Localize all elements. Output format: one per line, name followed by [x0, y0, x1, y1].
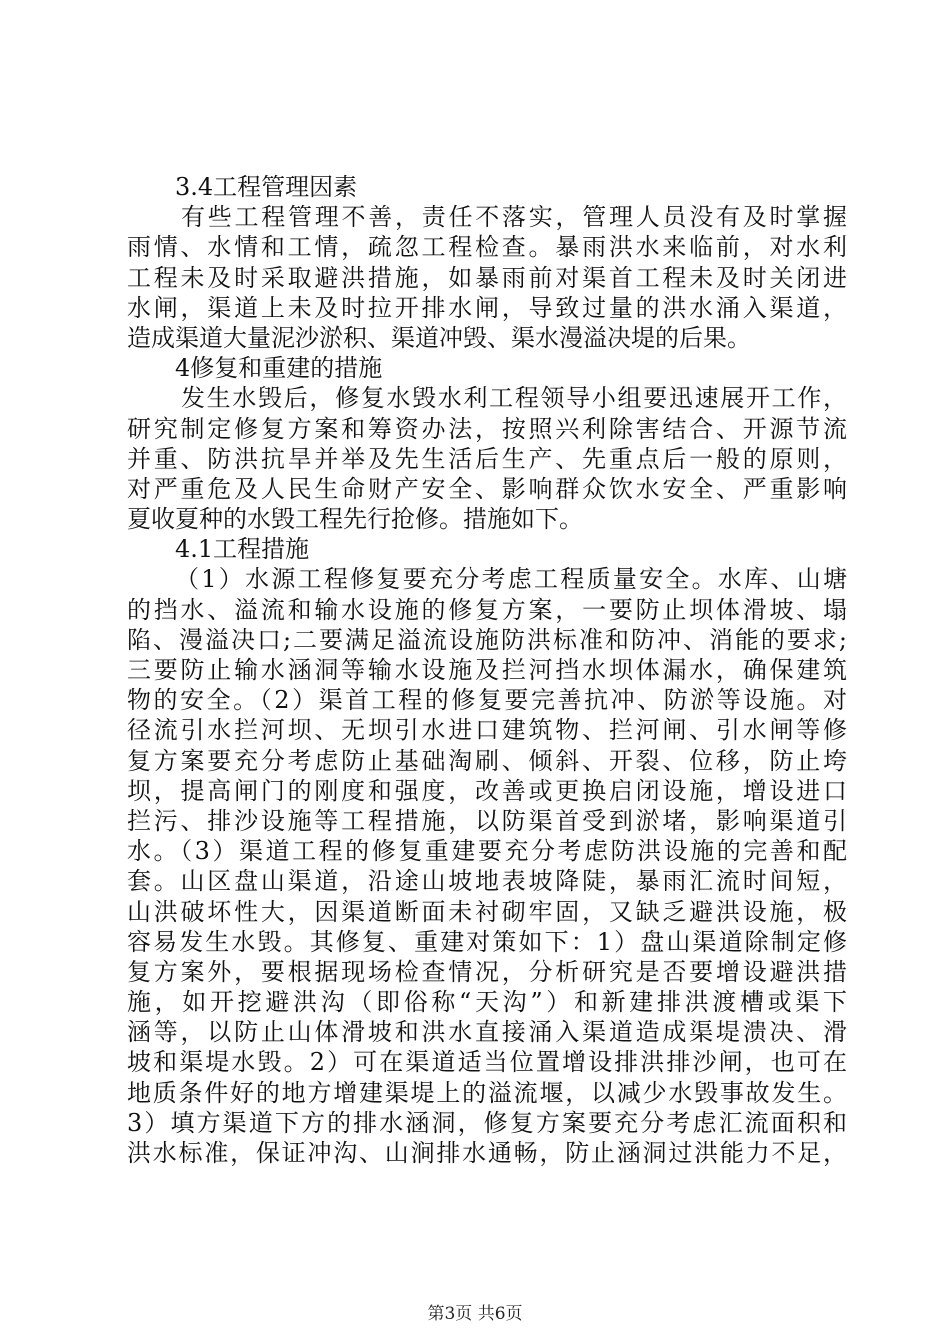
text-line: 复方案外，要根据现场检查情况，分析研究是否要增设避洪措: [127, 957, 847, 986]
text-line: 坡和渠堤水毁。2）可在渠道适当位置增设排洪排沙闸，也可在: [127, 1048, 847, 1077]
text-line: 拦污、排沙设施等工程措施，以防渠首受到淤堵，影响渠道引: [127, 806, 847, 835]
section-heading: 4.1工程措施: [175, 535, 310, 564]
text-line: 套。山区盘山渠道，沿途山坡地表坡降陡，暴雨汇流时间短，: [127, 867, 847, 896]
text-line: 容易发生水毁。其修复、重建对策如下：1）盘山渠道除制定修: [127, 927, 847, 956]
text-line: 对严重危及人民生命财产安全、影响群众饮水安全、严重影响: [127, 474, 847, 503]
text-line: 水。（3）渠道工程的修复重建要充分考虑防洪设施的完善和配: [127, 837, 847, 866]
text-line: 三要防止输水涵洞等输水设施及拦河挡水坝体漏水，确保建筑: [127, 656, 847, 684]
text-line: 有些工程管理不善，责任不落实，管理人员没有及时掌握: [181, 203, 847, 232]
text-line: 陷、漫溢决口;二要满足溢流设施防洪标准和防冲、消能的要求;: [127, 625, 847, 654]
text-line: 涵等，以防止山体滑坡和洪水直接涌入渠道造成渠堤溃决、滑: [127, 1018, 847, 1047]
text-line: 施，如开挖避洪沟（即俗称“天沟”）和新建排洪渡槽或渠下: [127, 988, 847, 1017]
body-text: [127, 172, 847, 1168]
text-line: 并重、防洪抗旱并举及先生活后生产、先重点后一般的原则，: [127, 444, 847, 473]
text-line: 3）填方渠道下方的排水涵洞，修复方案要充分考虑汇流面积和: [127, 1108, 847, 1137]
text-line: 地质条件好的地方增建渠堤上的溢流堰，以减少水毁事故发生。: [127, 1078, 847, 1107]
text-line: 物的安全。（2）渠首工程的修复要完善抗冲、防淤等设施。对: [127, 686, 847, 715]
section-heading: 4修复和重建的措施: [175, 354, 383, 383]
text-line: 洪水标准，保证冲沟、山涧排水通畅，防止涵洞过洪能力不足，: [127, 1139, 847, 1167]
text-line: 径流引水拦河坝、无坝引水进口建筑物、拦河闸、引水闸等修: [127, 716, 847, 745]
text-line: 工程未及时采取避洪措施，如暴雨前对渠首工程未及时关闭进: [127, 263, 847, 292]
text-line: （1）水源工程修复要充分考虑工程质量安全。水库、山塘: [175, 565, 847, 594]
text-line: 水闸，渠道上未及时拉开排水闸，导致过量的洪水涌入渠道，: [127, 293, 847, 322]
text-line: 造成渠道大量泥沙淤积、渠道冲毁、渠水漫溢决堤的后果。: [127, 323, 751, 352]
page-footer: 第3页 共6页: [427, 1304, 523, 1324]
text-line: 山洪破坏性大，因渠道断面未衬砌牢固，又缺乏避洪设施，极: [127, 897, 847, 926]
text-line: 雨情、水情和工情，疏忽工程检查。暴雨洪水来临前，对水利: [127, 233, 847, 262]
text-line: 发生水毁后，修复水毁水利工程领导小组要迅速展开工作，: [181, 384, 847, 413]
text-line: 坝，提高闸门的刚度和强度，改善或更换启闭设施，增设进口: [127, 776, 847, 805]
text-line: 夏收夏种的水毁工程先行抢修。措施如下。: [127, 505, 583, 534]
text-line: 复方案要充分考虑防止基础淘刷、倾斜、开裂、位移，防止垮: [127, 746, 847, 775]
section-heading: 3.4工程管理因素: [175, 173, 358, 201]
text-line: 研究制定修复方案和筹资办法，按照兴利除害结合、开源节流: [127, 414, 847, 443]
text-line: 的挡水、溢流和输水设施的修复方案，一要防止坝体滑坡、塌: [127, 595, 847, 624]
